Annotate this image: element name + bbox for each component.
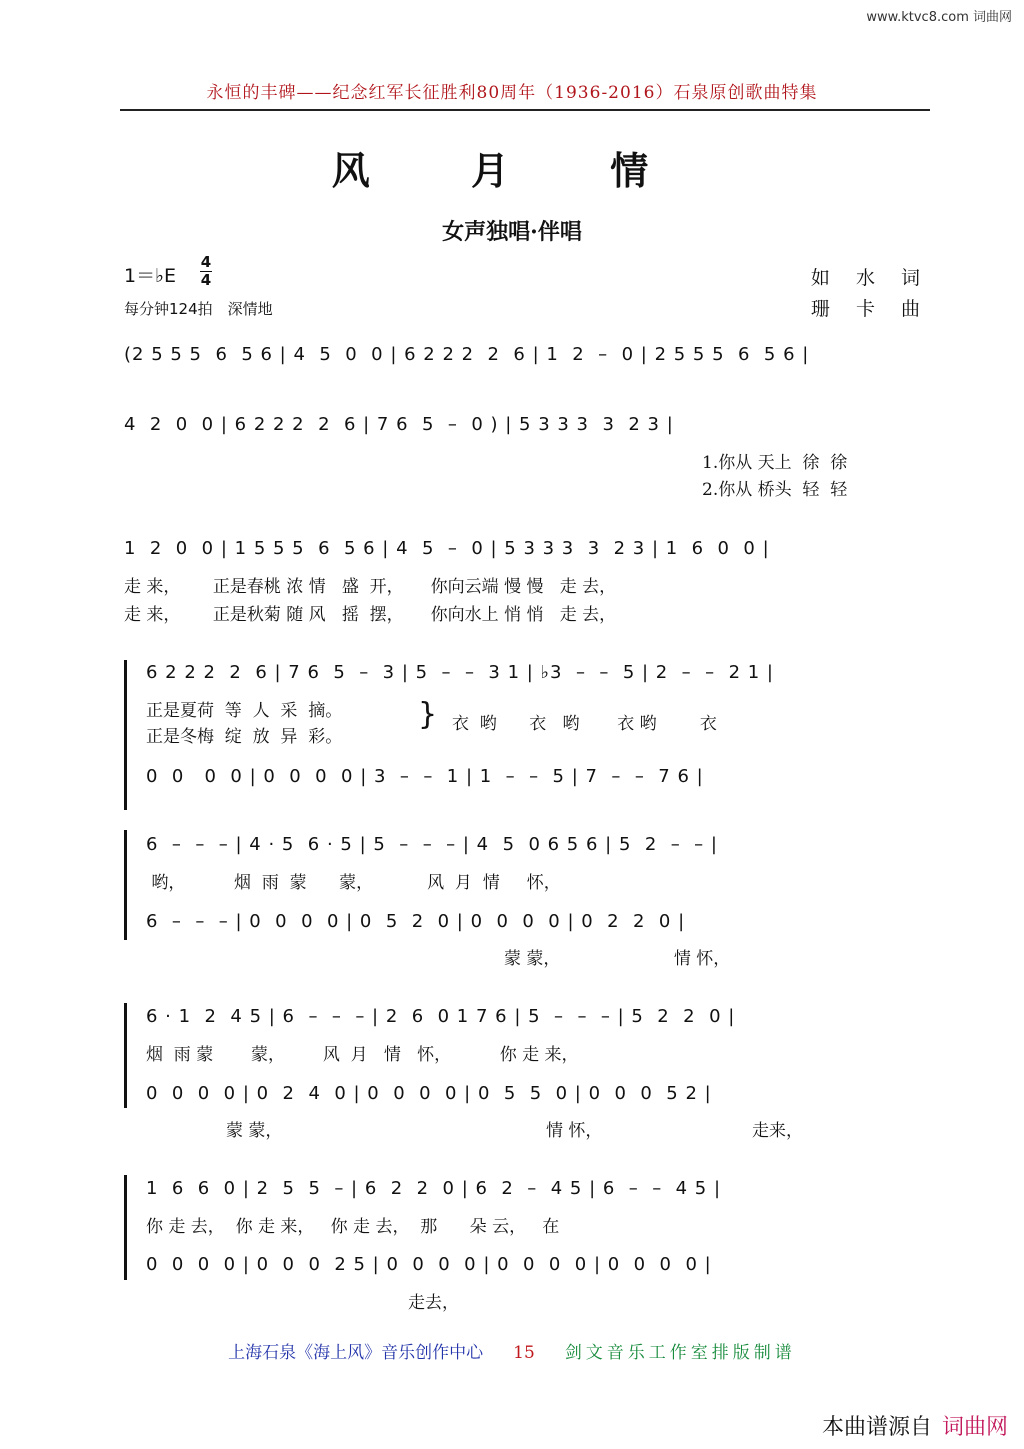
notation-line: 1 2 0 0 | 1 5 5 5 6 5 6 | 4 5 – 0 | 5 3 3 3 3 2 3 | 1 6 0 0 |	[124, 538, 770, 559]
time-signature	[200, 255, 212, 288]
lyricist-credit: 如 水 词	[810, 267, 930, 289]
notation-line: 1 6 6 0 | 2 5 5 – | 6 2 2 0 | 6 2 – 4 5 | 6 – – 4 5 |	[146, 1178, 722, 1199]
series-banner: 永恒的丰碑——纪念红军长征胜利80周年（1936-2016）石泉原创歌曲特集	[206, 83, 818, 103]
lyric-line: 正是夏荷 等 人 采 摘。	[146, 701, 343, 721]
song-title: 风 月 情	[331, 148, 693, 193]
footer-publisher: 上海石泉《海上风》音乐创作中心	[228, 1343, 484, 1363]
header-rule	[120, 109, 930, 111]
notation-line: 0 0 0 0 | 0 0 0 0 | 3 – – 1 | 1 – – 5 | 7 – – 7 6 |	[146, 766, 704, 787]
notation-line: 0 0 0 0 | 0 0 0 2 5 | 0 0 0 0 | 0 0 0 0 | 0 0 0 0 |	[146, 1254, 712, 1275]
source-site-link[interactable]: 词曲网	[941, 1415, 1008, 1440]
footer-engraver: 剑文音乐工作室排版制谱	[564, 1343, 796, 1363]
lyric-line: 情 怀，	[546, 1121, 603, 1141]
verse-brace-symbol: }	[418, 697, 438, 732]
time-sig-bottom: 4	[200, 271, 212, 289]
lyric-line: 衣 哟 衣 哟 衣 哟 衣	[452, 714, 717, 734]
lyric-line: 正是冬梅 绽 放 异 彩。	[146, 727, 343, 747]
system-4-brace	[124, 660, 127, 810]
key-signature: 1＝♭E	[124, 265, 177, 287]
source-label: 本曲谱源自	[821, 1415, 932, 1440]
system-5-brace	[124, 830, 127, 940]
lyric-line: 2.你从 桥头 轻 轻	[702, 480, 848, 500]
notation-line: (2 5 5 5 6 5 6 | 4 5 0 0 | 6 2 2 2 2 6 | 1 2 – 0 | 2 5 5 5 6 5 6 |	[124, 344, 810, 365]
lyric-line: 走来，	[752, 1121, 803, 1141]
composer-credit: 珊 卡 曲	[810, 298, 930, 320]
lyric-line: 你 走 去， 你 走 来， 你 走 去， 那 朵 云， 在	[146, 1217, 560, 1237]
lyric-line: 1.你从 天上 徐 徐	[702, 453, 848, 473]
page-footer	[0, 1338, 1024, 1363]
lyric-line: 哟， 烟 雨 蒙 蒙， 风 月 情 怀，	[146, 873, 561, 893]
song-subtitle: 女声独唱·伴唱	[442, 219, 582, 245]
notation-line: 6 – – – | 4 · 5 6 · 5 | 5 – – – | 4 5 0 6 5 6 | 5 2 – – |	[146, 834, 718, 855]
lyric-line: 烟 雨 蒙 蒙， 风 月 情 怀， 你 走 来，	[146, 1045, 579, 1065]
page-number: 15	[513, 1343, 535, 1363]
notation-line: 4 2 0 0 | 6 2 2 2 2 6 | 7 6 5 – 0 ) | 5 3 3 3 3 2 3 |	[124, 414, 674, 435]
notation-line: 6 · 1 2 4 5 | 6 – – – | 2 6 0 1 7 6 | 5 – – – | 5 2 2 0 |	[146, 1006, 736, 1027]
lyric-line: 走去，	[408, 1293, 459, 1313]
lyric-line: 蒙 蒙， 情 怀，	[504, 949, 731, 969]
notation-line: 6 – – – | 0 0 0 0 | 0 5 2 0 | 0 0 0 0 | 0 2 2 0 |	[146, 911, 686, 932]
source-attribution	[822, 1410, 1008, 1441]
system-7-brace	[124, 1175, 127, 1280]
time-sig-top: 4	[200, 253, 212, 271]
site-watermark: www.ktvc8.com 词曲网	[866, 10, 1012, 25]
lyric-line: 蒙 蒙，	[226, 1121, 283, 1141]
notation-line: 0 0 0 0 | 0 2 4 0 | 0 0 0 0 | 0 5 5 0 | 0 0 0 5 2 |	[146, 1083, 712, 1104]
lyric-line: 走 来， 正是春桃 浓 情 盛 开， 你向云端 慢 慢 走 去，	[124, 577, 617, 597]
system-6-brace	[124, 1003, 127, 1108]
tempo-marking: 每分钟124拍 深情地	[124, 300, 273, 318]
lyric-line: 走 来， 正是秋菊 随 风 摇 摆， 你向水上 悄 悄 走 去，	[124, 605, 617, 625]
notation-line: 6 2 2 2 2 6 | 7 6 5 – 3 | 5 – – 3 1 | ♭3 – – 5 | 2 – – 2 1 |	[146, 662, 774, 683]
